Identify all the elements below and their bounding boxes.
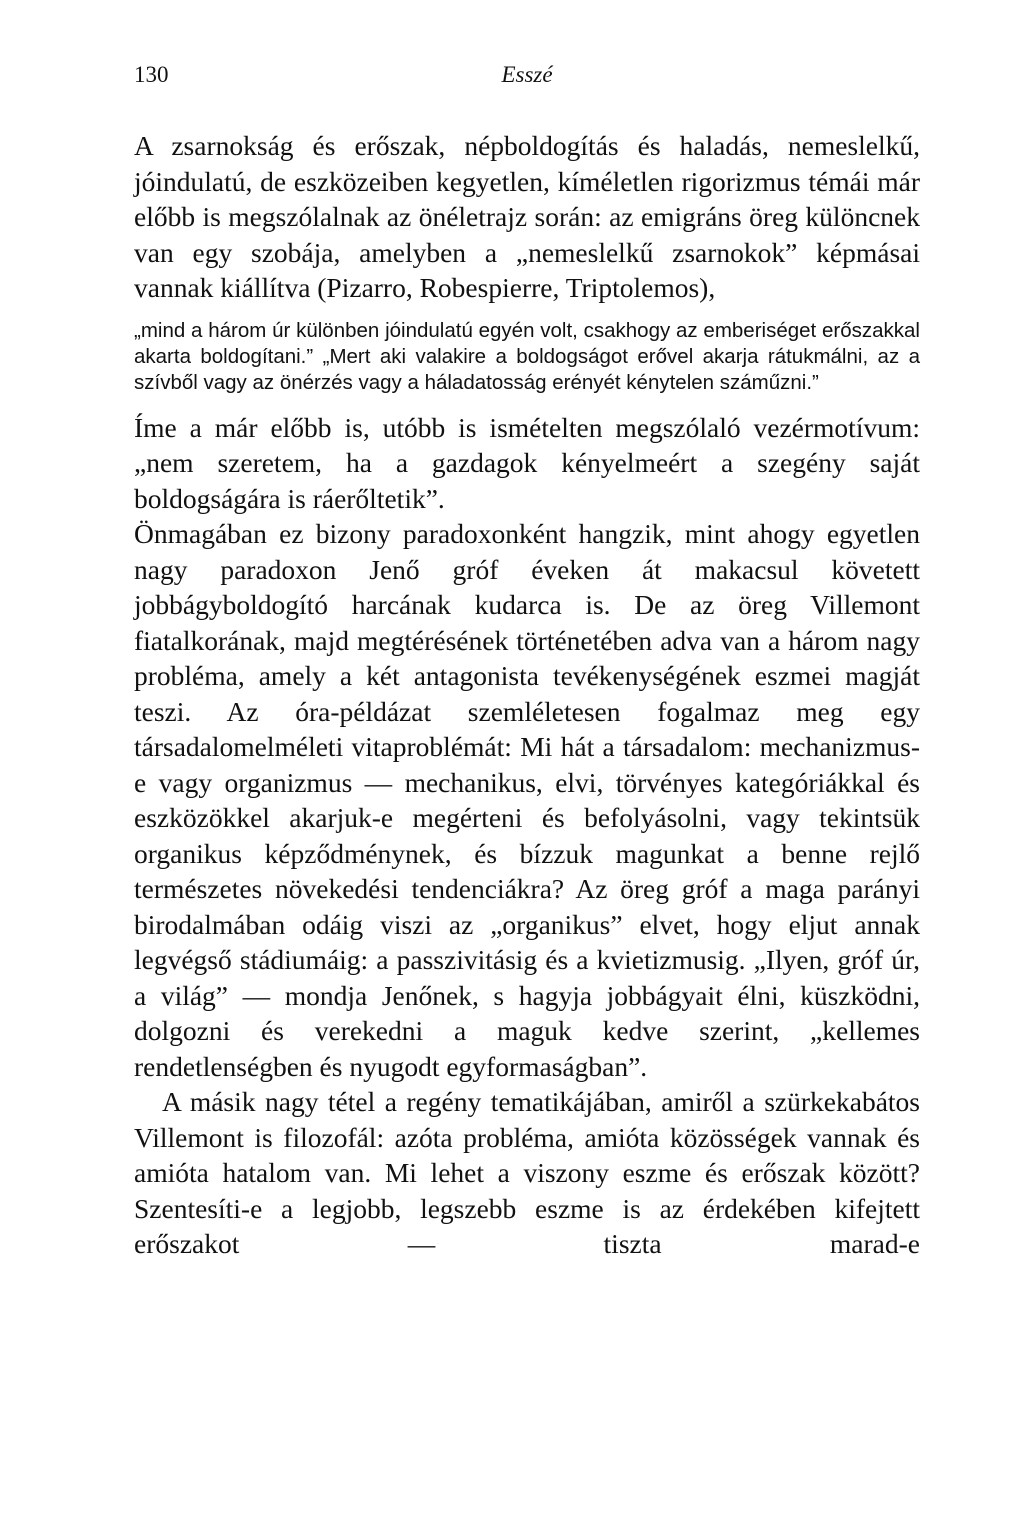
paragraph-2: Íme a már előbb is, utóbb is ismételten megszólaló vezérmotívum: „nem szeretem, ha a gazdagok kényelmeért a szegény saját boldogságára is ráerőltetik”.	[134, 411, 920, 514]
page-header	[134, 62, 920, 92]
paragraph-1: A zsarnokság és erőszak, népboldogítás és haladás, nemeslelkű, jóindulatú, de eszközeiben kegyetlen, kíméletlen rigorizmus témái már előbb is megszólalnak az önéletrajz során: az emigráns öreg különcnek van egy szobája, amelyben a „nemeslelkű zsarnokok” képmásai vannak kiállítva (Pizarro, Robespierre, Triptolemos),	[134, 130, 920, 303]
block-quote: „mind a három úr különben jóindulatú egyén volt, csakhogy az emberiséget erőszakkal akarta boldogítani.” „Mert aki valakire a boldogságot erővel akarja rátukmálni, az a szívből vagy az önérzés vagy a háladatosság erényét kénytelen száműzni.”	[134, 318, 920, 394]
page-number: 130	[134, 62, 169, 87]
page-body	[134, 128, 920, 1262]
paragraph-4: A másik nagy tétel a regény tematikájában, amiről a szürkekabátos Villemont is filozofál: azóta probléma, amióta közösségek vannak és amióta hatalom van. Mi lehet a viszony eszme és erőszak között? Szentesíti-e a legjobb, legszebb eszme is az érdekében kifejtett erőszakot — tiszta marad-e	[134, 1086, 920, 1259]
paragraph-3: Önmagában ez bizony paradoxonként hangzik, mint ahogy egyetlen nagy paradoxon Jenő gróf éveken át makacsul követett jobbágyboldogító harcának kudarca is. De az öreg Villemont fiatalkorának, majd megtérésének történetében adva van a három nagy probléma, amely a két antagonista tevékenységének eszmei magját teszi. Az óra-példázat szemléletesen fogalmaz meg egy társadalomelméleti vitaproblémát: Mi hát a társadalom: mechanizmus-e vagy organizmus — mechanikus, elvi, törvényes kategóriákkal és eszközökkel akarjuk-e megérteni és befolyásolni, vagy tekintsük organikus képződménynek, és bízzuk magunkat a benne rejlő természetes növekedési tendenciákra? Az öreg gróf a maga parányi birodalmában odáig viszi az „organikus” elvet, hogy eljut annak legvégső stádiumáig: a passzivitásig és a kvietizmusig. „Ilyen, gróf úr, a világ” — mondja Jenőnek, s hagyja jobbágyait élni, küszködni, dolgozni és verekedni a maguk kedve szerint, „kellemes rendetlenségben és nyugodt egyformaságban”.	[134, 518, 920, 1082]
running-title: Esszé	[501, 62, 553, 87]
